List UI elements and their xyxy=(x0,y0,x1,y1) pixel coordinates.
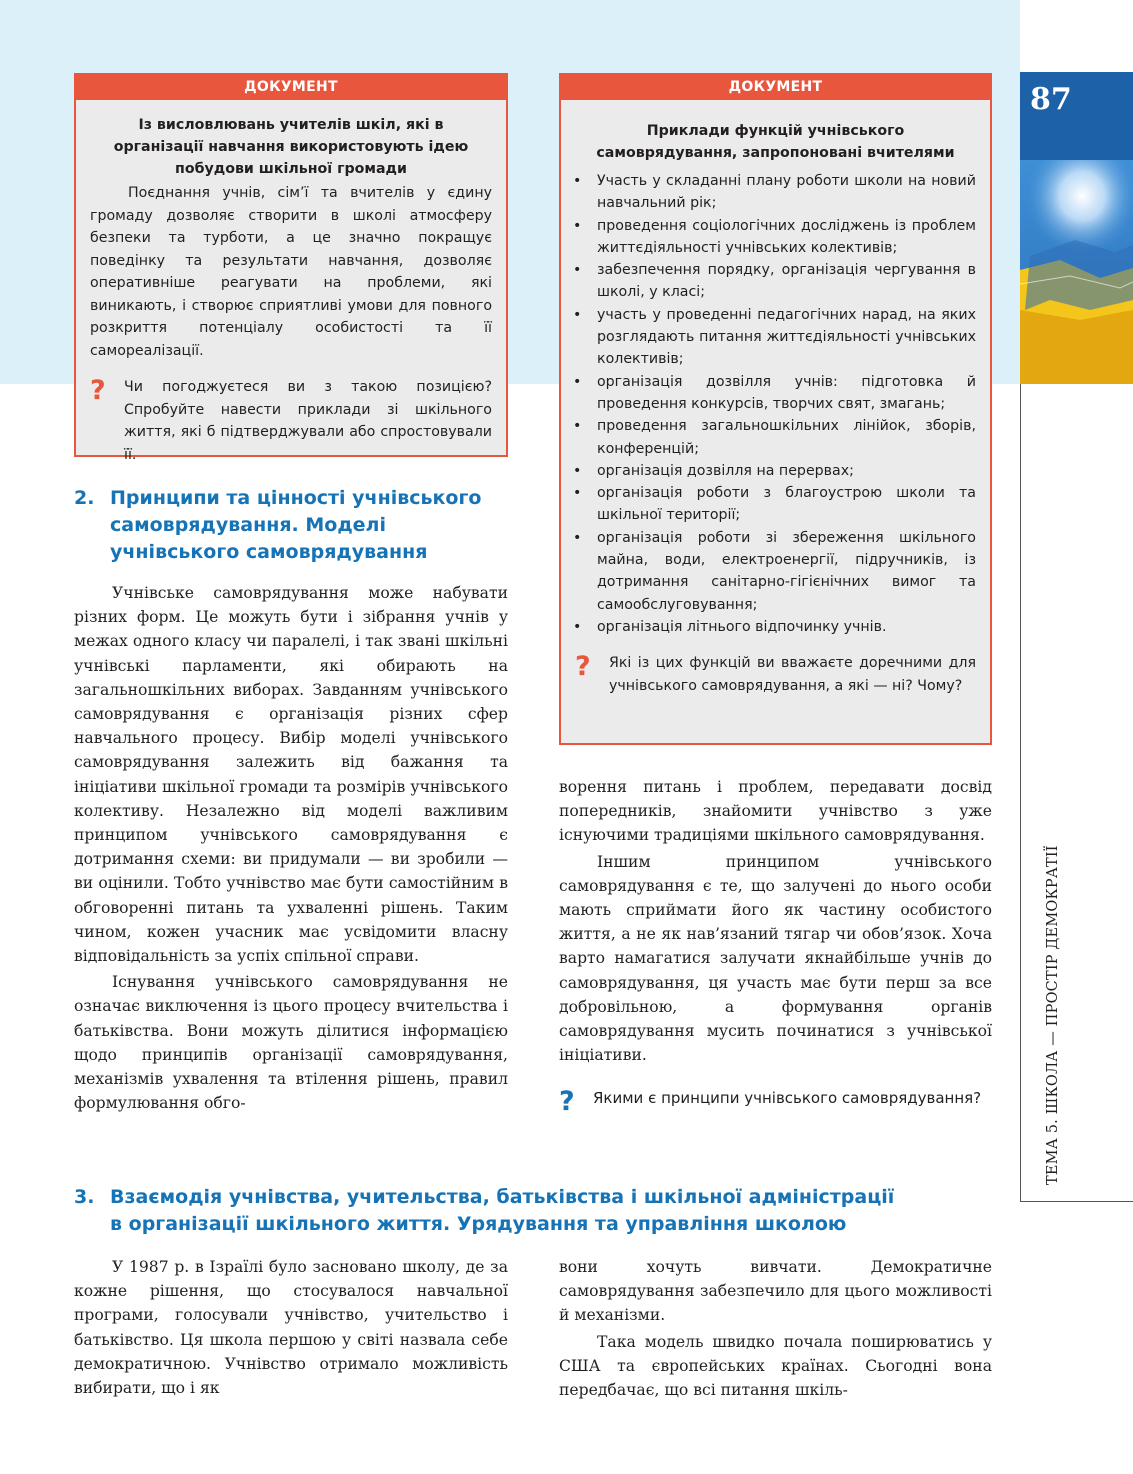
paragraph: ворення питань і проблем, передавати досвід попередників, знайомити учнівство з уже існуючими традиціями шкільного самоврядування. xyxy=(559,778,992,845)
document-title: Приклади функцій учнівського самоврядування, запропоновані вчителями xyxy=(596,123,955,161)
list-item: • організація літнього відпочинку учнів. xyxy=(561,616,976,638)
paragraph: Існування учнівського самоврядування не означає виключення із цього процесу вчительства і батьківства. Вони можуть ділитися інформацією щодо принципів організації самоврядування, механізмів ухвалення та втілення рішень, правил формулювання обго- xyxy=(74,973,508,1113)
text-column-left xyxy=(74,581,508,1115)
question-text: Якими є принципи учнівського самоврядування? xyxy=(593,1089,982,1108)
list-item: • проведення соціологічних досліджень із проблем життєдіяльності учнівських колективів; xyxy=(561,215,976,260)
document-header: ДОКУМЕНТ xyxy=(561,75,990,100)
list-item: • участь у проведенні педагогічних нарад, на яких розглядають питання життєдіяльності учнівських колективів; xyxy=(561,304,976,371)
list-item: • організація дозвілля на перервах; xyxy=(561,460,976,482)
side-rule-tick xyxy=(1020,1201,1133,1202)
question-block xyxy=(90,376,492,466)
list-item: • організація роботи зі збереження шкільного майна, води, електроенергії, підручників, із дотримання санітарно-гігієнічних вимог та самообслуговування; xyxy=(561,527,976,616)
section-heading xyxy=(74,1184,1014,1238)
question-text: Які із цих функцій ви вважаєте доречними для учнівського самоврядування, а які — ні? Чому? xyxy=(609,655,976,694)
question-block xyxy=(575,652,976,697)
text-column-left xyxy=(74,1255,508,1400)
section-heading xyxy=(74,485,514,566)
list-item: • Участь у складанні плану роботи школи на новий навчальний рік; xyxy=(561,170,976,215)
section-title: Принципи та цінності учнівського самоврядування. Моделі учнівського самоврядування xyxy=(110,487,482,563)
question-mark-icon: ? xyxy=(559,1086,575,1118)
section-title-line: Взаємодія учнівства, учительства, батьківства і шкільної адміністрації xyxy=(110,1186,895,1208)
paragraph: Учнівське самоврядування може набувати різних форм. Це можуть бути і зібрання учнів у межах одного класу чи паралелі, і так звані шкільні учнівські парламенти, які обирають на загальношкільних виборах. Завданням учнівського самоврядування є організація різних сфер навчального процесу. Вибір моделі учнівського самоврядування залежить від бажання та ініціативи шкільної громади та розмірів учнівського колективу. Незалежно від моделі важливим принципом учнівського самоврядування є дотримання схеми: ви придумали — ви зробили — ви оцінили. Тобто учнівство має бути самостійним в обговоренні питань та ухваленні рішень. Таким чином, кожен учасник має усвідомити власну відповідальність за успіх спільної справи. xyxy=(74,584,508,966)
paragraph: Іншим принципом учнівського самоврядування є те, що залучені до нього особи мають сприймати його як частину особистого життя, а не як нав’язаний тягар чи обов’язок. Хоча варто намагатися залучати якнайбільше учнів до самоврядування, ця участь має бути перш за все добровільною, а формування органів самоврядування мусить починатися з учнівської ініціативи. xyxy=(559,852,992,1065)
document-box-left xyxy=(74,73,508,463)
document-box-right xyxy=(559,73,992,745)
text-column-right xyxy=(559,1255,992,1402)
section-number: 2. xyxy=(74,487,95,509)
question-mark-icon: ? xyxy=(575,651,591,683)
paragraph: вони хочуть вивчати. Демократичне самоврядування забезпечило для цього можливості й механізми. xyxy=(559,1258,992,1325)
list-item: • забезпечення порядку, організація чергування в школі, у класі; xyxy=(561,259,976,304)
document-title: Із висловлювань учителів шкіл, які в організації навчання використовують ідею побудови шкільної громади xyxy=(113,117,469,177)
question-text: Чи погоджуєтеся ви з такою позицією? Спробуйте навести приклади зі шкільного життя, які б підтверджували або спростовували її. xyxy=(124,379,492,463)
list-item: • проведення загальношкільних лінійок, зборів, конференцій; xyxy=(561,415,976,460)
list-item: • організація роботи з благоустрою школи та шкільної території; xyxy=(561,482,976,527)
chapter-label: ТЕМА 5. ШКОЛА — ПРОСТІР ДЕМОКРАТІЇ xyxy=(1045,845,1061,1185)
paragraph: Така модель швидко почала поширюватись у США та європейських країнах. Сьогодні вона передбачає, що всі питання шкіль- xyxy=(559,1332,992,1400)
document-header: ДОКУМЕНТ xyxy=(76,75,506,100)
page-number: 87 xyxy=(1030,82,1072,117)
document-text: Поєднання учнів, сім’ї та вчителів у єдину громаду дозволяє створити в школі атмосферу безпеки та турботи, а це значно покращує поведінку та результати навчання, дозволяє оперативніше реагувати на проблеми, які виникають, і створює сприятливі умови для повного розкриття потенціалу особистості та її самореалізації. xyxy=(90,185,492,359)
page-tab xyxy=(1020,72,1133,384)
side-rule xyxy=(1020,384,1021,1202)
question-block xyxy=(559,1087,992,1117)
question-mark-icon: ? xyxy=(90,375,106,406)
page-number-box xyxy=(1020,72,1133,160)
list-item: • організація дозвілля учнів: підготовка й проведення конкурсів, творчих свят, змагань; xyxy=(561,371,976,416)
section-number: 3. xyxy=(74,1186,95,1208)
text-column-right xyxy=(559,775,992,1117)
paragraph: У 1987 р. в Ізраїлі було засновано школу, де за кожне рішення, що стосувалося навчальної програми, голосували учнівство, учительство і батьківство. Ця школа першою у світі назвала себе демократичною. Учнівство отримало можливість вибирати, що і як xyxy=(74,1258,508,1398)
section-title-line: в організації шкільного життя. Урядування та управління школою xyxy=(110,1213,847,1235)
functions-list xyxy=(561,170,976,638)
ukraine-flag-map-image xyxy=(1020,160,1133,384)
